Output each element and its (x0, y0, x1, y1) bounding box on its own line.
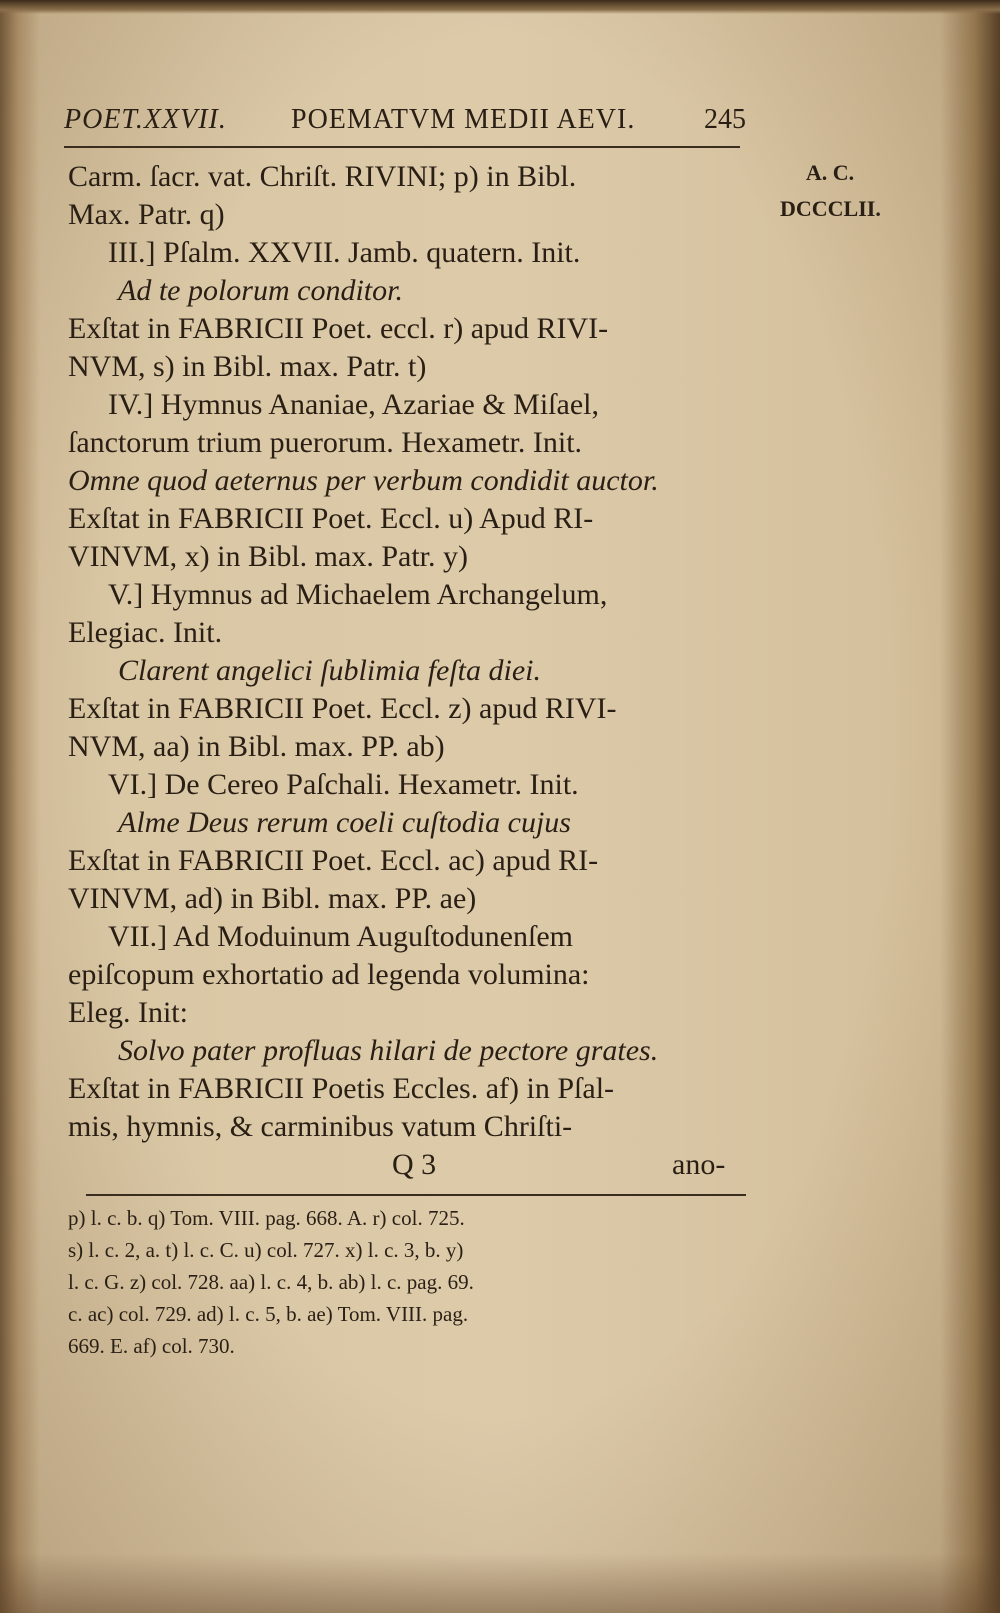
body-line: NVM, s) in Bibl. max. Patr. t) (68, 350, 427, 383)
body-line: V.] Hymnus ad Michaelem Archangelum, (108, 578, 608, 611)
incipit-line: Clarent angelici ſublimia feſta diei. (118, 654, 542, 687)
incipit-line: Omne quod aeternus per verbum condidit auctor. (68, 464, 659, 497)
footnote-line: l. c. G. z) col. 728. aa) l. c. 4, b. ab) l. c. pag. 69. (68, 1270, 474, 1294)
header-title: POEMATVM MEDII AEVI. (291, 104, 636, 135)
body-line: NVM, aa) in Bibl. max. PP. ab) (68, 730, 445, 763)
margin-note (780, 160, 880, 222)
body-line: III.] Pſalm. XXVII. Jamb. quatern. Init. (108, 236, 581, 269)
incipit-line: Alme Deus rerum coeli cuſtodia cujus (118, 806, 571, 839)
signature-mark: Q 3 (392, 1148, 437, 1181)
body-line: Exſtat in FABRICII Poetis Eccles. af) in Pſal- (68, 1072, 615, 1105)
body-line: VI.] De Cereo Paſchali. Hexametr. Init. (108, 768, 579, 801)
footnote-line: 669. E. af) col. 730. (68, 1334, 235, 1358)
body-line: Exſtat in FABRICII Poet. Eccl. ac) apud RI- (68, 844, 599, 877)
header-rule (64, 146, 740, 148)
body-line: Max. Patr. q) (68, 198, 225, 231)
footnote-line: c. ac) col. 729. ad) l. c. 5, b. ae) Tom. VIII. pag. (68, 1302, 469, 1326)
incipit-line: Ad te polorum conditor. (118, 274, 403, 307)
body-line: Exſtat in FABRICII Poet. Eccl. z) apud RIVI- (68, 692, 617, 725)
page-number: 245 (704, 104, 746, 135)
footnote-line: s) l. c. 2, a. t) l. c. C. u) col. 727. x) l. c. 3, b. y) (68, 1238, 464, 1262)
margin-note-year: DCCCLII. (780, 196, 881, 221)
footnote-rule (86, 1194, 746, 1196)
footnote-line: p) l. c. b. q) Tom. VIII. pag. 668. A. r) col. 725. (68, 1206, 465, 1230)
body-line: Carm. ſacr. vat. Chriſt. RIVINI; p) in Bibl. (68, 160, 577, 193)
header-section: POET.XXVII. (64, 104, 227, 135)
body-line: ſanctorum trium puerorum. Hexametr. Init. (68, 426, 583, 459)
body-line: Eleg. Init: (68, 996, 188, 1029)
body-line: mis, hymnis, & carminibus vatum Chriſti- (68, 1110, 573, 1143)
body-line: epiſcopum exhortatio ad legenda volumina: (68, 958, 590, 991)
margin-note-era: A. C. (805, 160, 855, 185)
body-line: IV.] Hymnus Ananiae, Azariae & Miſael, (108, 388, 599, 421)
body-line: Elegiac. Init. (68, 616, 223, 649)
catchword: ano- (672, 1148, 726, 1181)
body-line: Exſtat in FABRICII Poet. Eccl. u) Apud RI- (68, 502, 594, 535)
incipit-line: Solvo pater profluas hilari de pectore grates. (118, 1034, 659, 1067)
body-line: VINVM, ad) in Bibl. max. PP. ae) (68, 882, 477, 915)
body-line: VINVM, x) in Bibl. max. Patr. y) (68, 540, 468, 573)
body-line: VII.] Ad Moduinum Auguſtodunenſem (108, 920, 573, 953)
body-line: Exſtat in FABRICII Poet. eccl. r) apud RIVI- (68, 312, 609, 345)
